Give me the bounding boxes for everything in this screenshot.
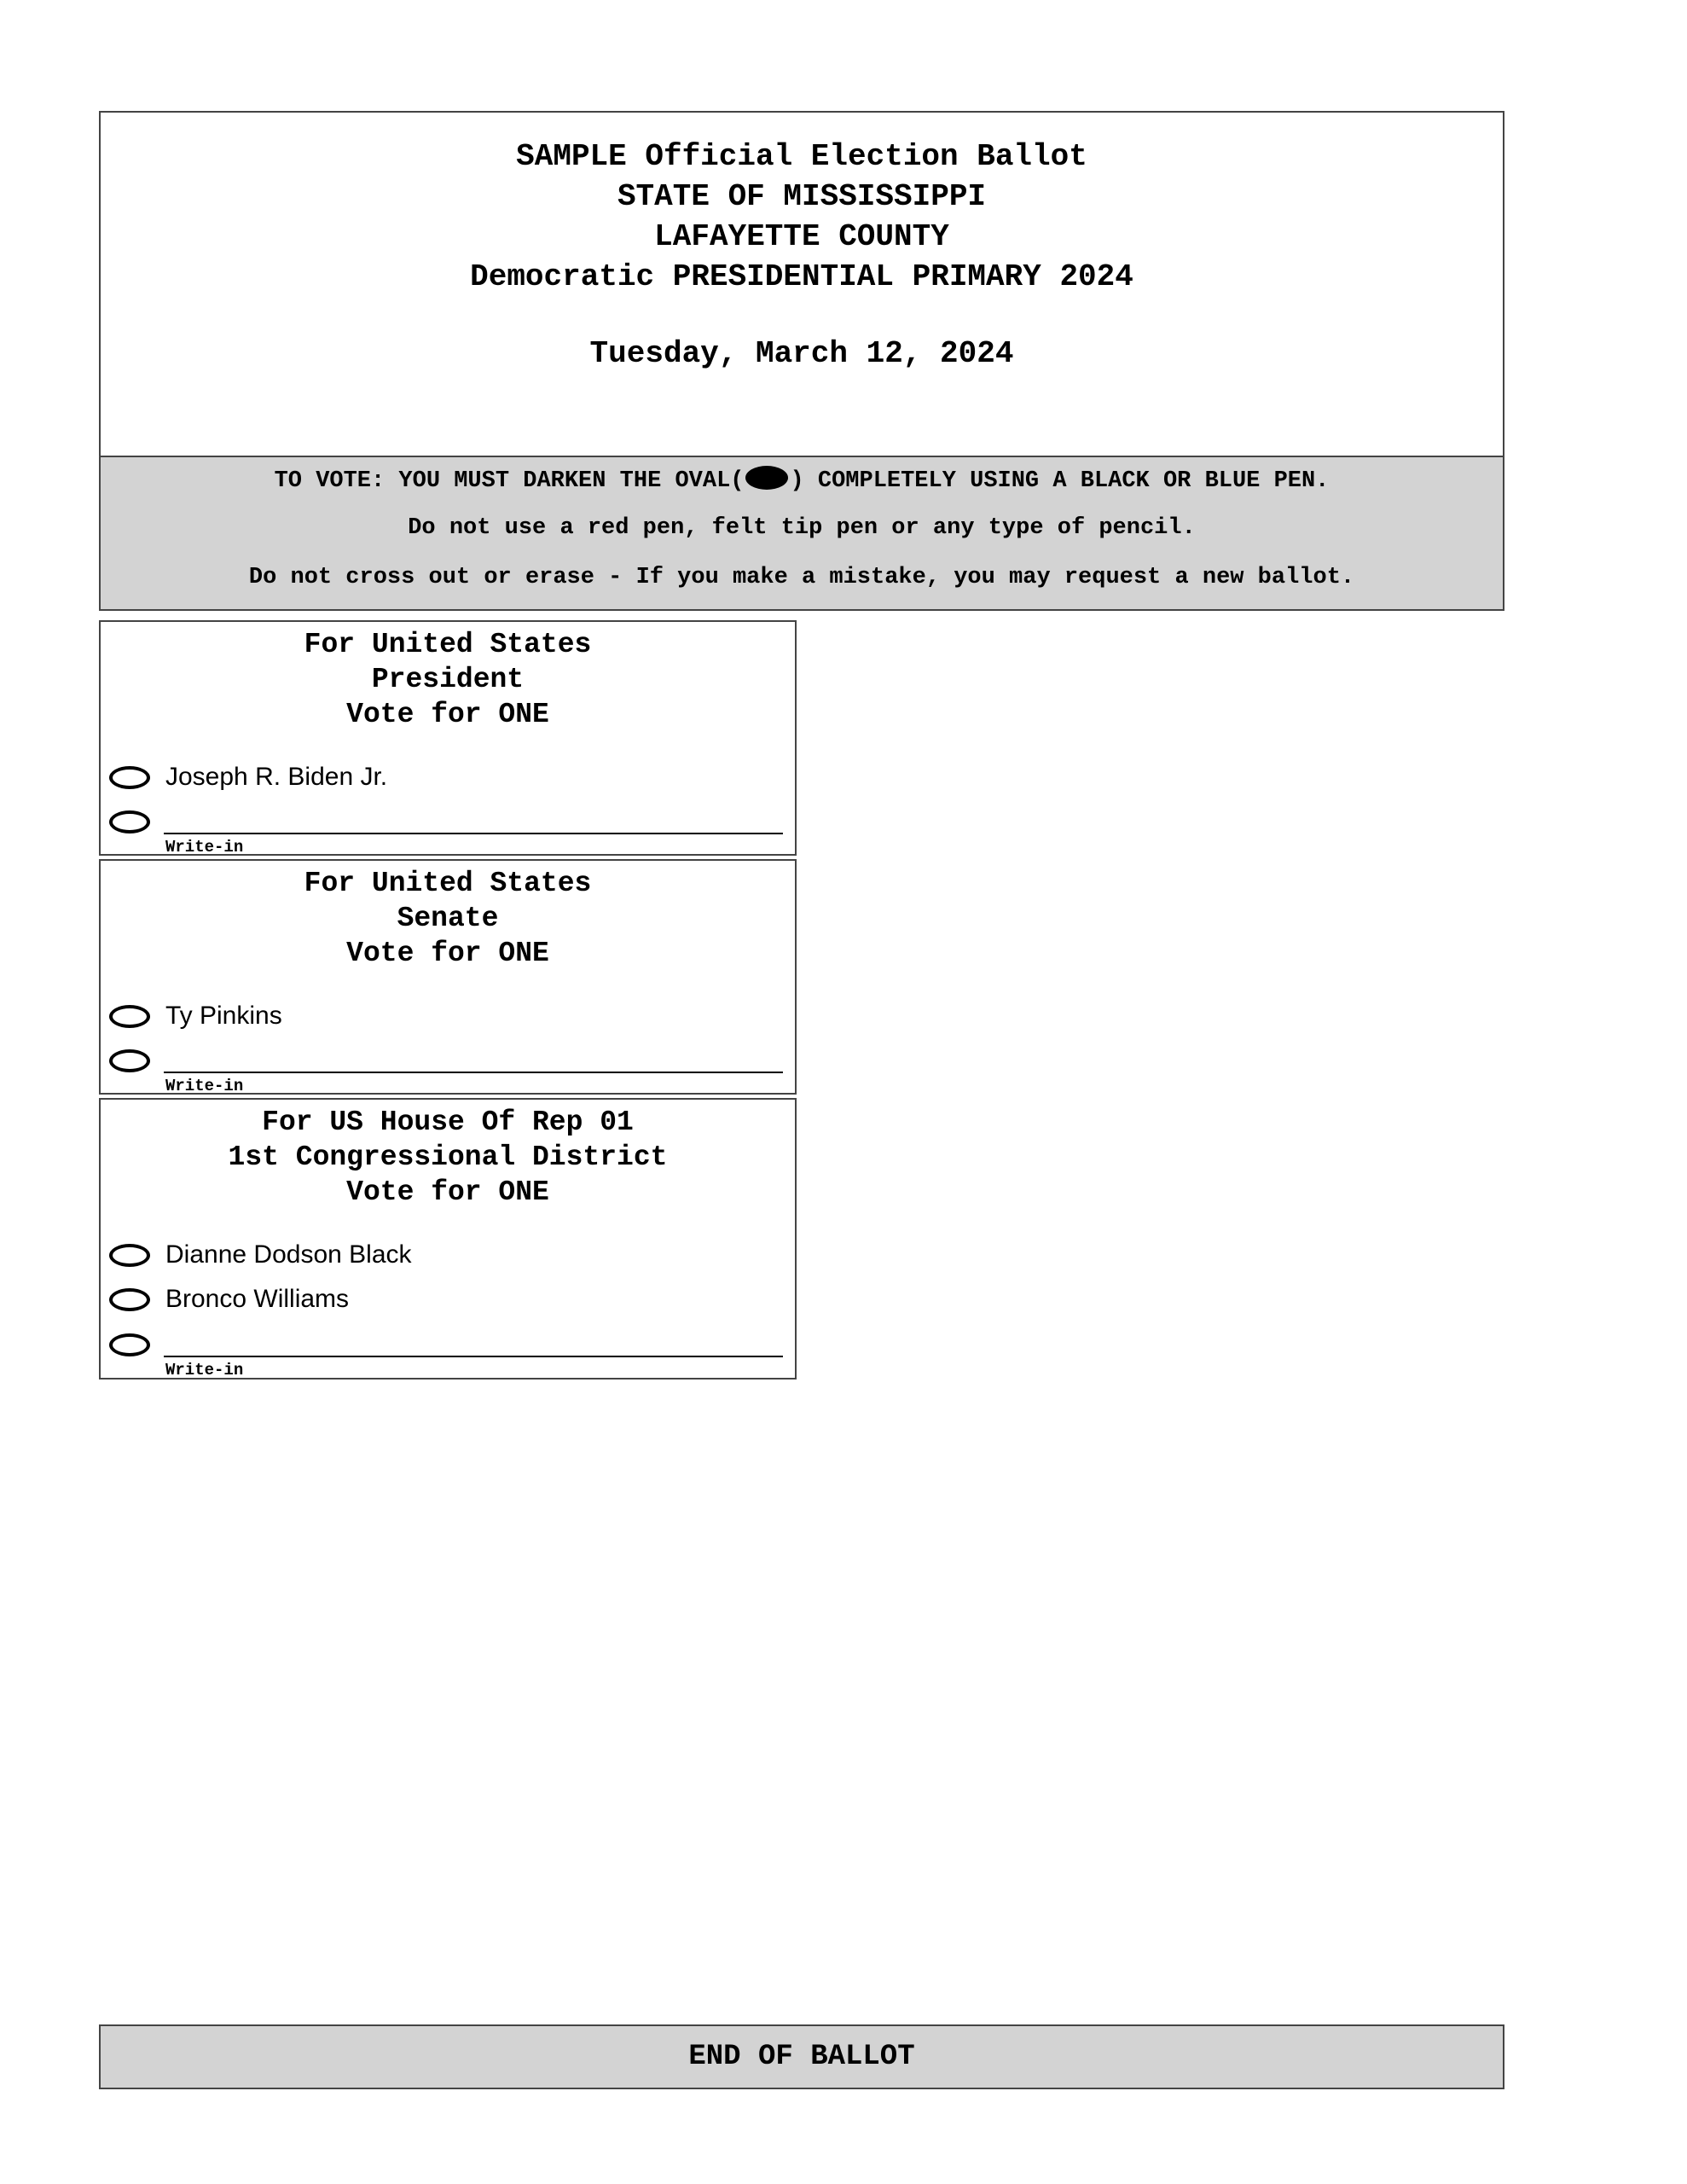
candidate-name: Ty Pinkins — [165, 1002, 282, 1030]
contest-title: For US House Of Rep 01 — [262, 1107, 634, 1138]
contest-title: For United States — [304, 868, 592, 899]
contest-office: Senate — [397, 903, 499, 934]
writein-label: Write-in — [165, 1361, 244, 1380]
filled-oval-icon — [745, 466, 788, 490]
voting-instructions — [99, 457, 1504, 611]
candidate-choice[interactable] — [109, 1239, 786, 1273]
candidate-name: Dianne Dodson Black — [165, 1240, 412, 1269]
candidate-name: Joseph R. Biden Jr. — [165, 763, 388, 791]
candidate-choice[interactable] — [109, 761, 786, 795]
candidate-name: Bronco Williams — [165, 1285, 350, 1313]
candidate-choice[interactable] — [109, 1000, 786, 1034]
vote-oval[interactable] — [109, 1049, 150, 1072]
ballot-date: Tuesday, March 12, 2024 — [589, 336, 1014, 371]
instruction-line-2: Do not use a red pen, felt tip pen or any type of pencil. — [408, 515, 1196, 541]
contest-vote-for: Vote for ONE — [346, 1176, 549, 1208]
vote-oval[interactable] — [109, 810, 150, 834]
writein-choice[interactable] — [109, 1328, 786, 1380]
vote-oval[interactable] — [109, 1005, 150, 1028]
vote-oval[interactable] — [109, 766, 150, 789]
writein-choice[interactable] — [109, 1044, 786, 1095]
contest-office: 1st Congressional District — [228, 1141, 668, 1173]
contest-vote-for: Vote for ONE — [346, 938, 549, 969]
contest-senate — [99, 859, 797, 1095]
instruction-line-3: Do not cross out or erase - If you make a mistake, you may request a new ballot. — [248, 565, 1355, 590]
writein-label: Write-in — [165, 838, 244, 857]
ballot-state: STATE OF MISSISSIPPI — [617, 179, 987, 214]
ballot-election: Democratic PRESIDENTIAL PRIMARY 2024 — [470, 259, 1133, 294]
contest-office: President — [371, 664, 525, 695]
instruction-line-1: TO VOTE: YOU MUST DARKEN THE OVAL( ) COMPLETELY USING A BLACK OR BLUE PEN. — [101, 466, 1503, 494]
contest-title: For United States — [304, 629, 592, 660]
vote-oval[interactable] — [109, 1244, 150, 1267]
contest-president — [99, 620, 797, 856]
writein-line[interactable] — [164, 1072, 783, 1073]
ballot-title: SAMPLE Official Election Ballot — [516, 139, 1087, 174]
writein-line[interactable] — [164, 833, 783, 834]
ballot-header — [99, 111, 1504, 457]
writein-label: Write-in — [165, 1077, 244, 1095]
vote-oval[interactable] — [109, 1333, 150, 1356]
contest-vote-for: Vote for ONE — [346, 699, 549, 730]
vote-oval[interactable] — [109, 1288, 150, 1311]
writein-choice[interactable] — [109, 805, 786, 857]
contest-us-house — [99, 1098, 797, 1380]
candidate-choice[interactable] — [109, 1283, 786, 1317]
ballot-county: LAFAYETTE COUNTY — [654, 219, 949, 254]
writein-line[interactable] — [164, 1356, 783, 1357]
end-of-ballot: END OF BALLOT — [99, 2024, 1504, 2089]
